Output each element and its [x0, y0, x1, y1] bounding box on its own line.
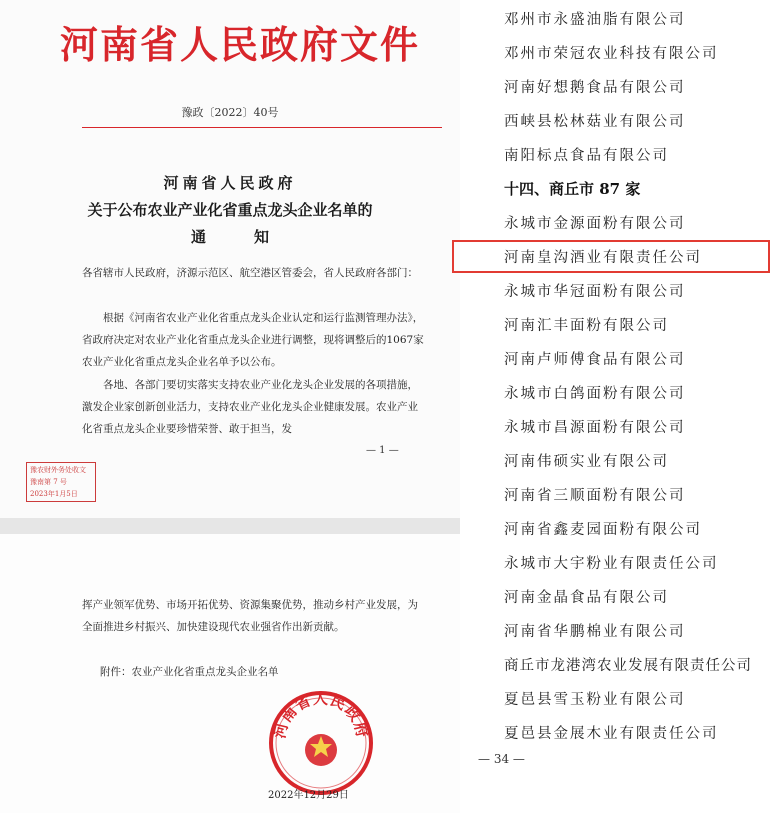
notice-title-line2: 关于公布农业产业化省重点龙头企业名单的	[87, 201, 373, 219]
list-item: 永城市金源面粉有限公司	[504, 216, 686, 232]
list-item: 永城市白鸽面粉有限公司	[504, 386, 686, 402]
highlight-box	[452, 240, 770, 273]
page-number-1: — 1 —	[366, 445, 399, 456]
svg-text:河南省人民政府: 河南省人民政府	[270, 689, 372, 740]
list-item: 西峡县松林菇业有限公司	[504, 114, 686, 130]
list-item: 永城市昌源面粉有限公司	[504, 420, 686, 436]
stamp-line: 豫农财外务处收文	[30, 466, 86, 474]
list-item: 河南省三顺面粉有限公司	[504, 488, 686, 504]
list-item: 邓州市永盛油脂有限公司	[504, 12, 686, 28]
list-item: 河南伟硕实业有限公司	[504, 454, 669, 470]
document-header: 河南省人民政府文件	[60, 22, 421, 67]
stamp-line: 2023年1月5日	[30, 490, 78, 498]
stamp-line: 豫南第 7 号	[30, 478, 67, 486]
list-item: 夏邑县雪玉粉业有限公司	[504, 692, 686, 708]
section-heading: 十四、商丘市 87 家	[504, 180, 641, 198]
list-item: 河南省华鹏棉业有限公司	[504, 624, 686, 640]
salutation: 各省辖市人民政府，济源示范区、航空港区管委会，省人民政府各部门：	[82, 267, 418, 279]
red-divider	[82, 127, 442, 128]
notice-title-line3: 通知	[190, 228, 317, 246]
list-item: 河南金晶食品有限公司	[504, 590, 669, 606]
list-item: 永城市大宇粉业有限责任公司	[504, 556, 719, 572]
paragraph-1: 根据《河南省农业产业化省重点龙头企业认定和运行监测管理办法》，省政府决定对农业产业化省重点龙头企业进行调整，现将调整后的1067家农业产业化省重点龙头企业名单予以公布。	[82, 312, 424, 368]
list-item: 邓州市荣冠农业科技有限公司	[504, 46, 719, 62]
list-item: 河南好想鹅食品有限公司	[504, 80, 686, 96]
list-item: 河南省鑫麦园面粉有限公司	[504, 522, 702, 538]
document-number: 豫政〔2022〕40号	[181, 106, 279, 119]
page-gap	[0, 518, 460, 534]
list-item: 夏邑县金展木业有限责任公司	[504, 726, 719, 742]
attachment-note: 附件：农业产业化省重点龙头企业名单	[100, 666, 279, 678]
notice-title-line1: 河南省人民政府	[163, 174, 297, 192]
signing-date: 2022年12月29日	[268, 790, 349, 801]
list-item: 永城市华冠面粉有限公司	[504, 284, 686, 300]
document-page-1	[0, 0, 460, 518]
list-item: 河南卢师傅食品有限公司	[504, 352, 686, 368]
paragraph-2: 各地、各部门要切实落实支持农业产业化龙头企业发展的各项措施，激发企业家创新创业活力，支持农业产业化龙头企业健康发展。农业产业化省重点龙头企业要珍惜荣誉、敢于担当，发	[82, 379, 418, 435]
list-item: 河南汇丰面粉有限公司	[504, 318, 669, 334]
official-seal	[266, 688, 376, 798]
list-item: 商丘市龙港湾农业发展有限责任公司	[504, 658, 752, 674]
list-item: 南阳标点食品有限公司	[504, 148, 669, 164]
list-item-highlighted: 河南皇沟酒业有限责任公司	[504, 250, 702, 266]
enterprise-list-page	[460, 0, 781, 813]
page-number-34: — 34 —	[478, 752, 525, 766]
receipt-stamp	[26, 462, 96, 502]
paragraph-3: 挥产业领军优势、市场开拓优势、资源集聚优势，推动乡村产业发展，为全面推进乡村振兴、加快建设现代农业强省作出新贡献。	[82, 599, 418, 633]
